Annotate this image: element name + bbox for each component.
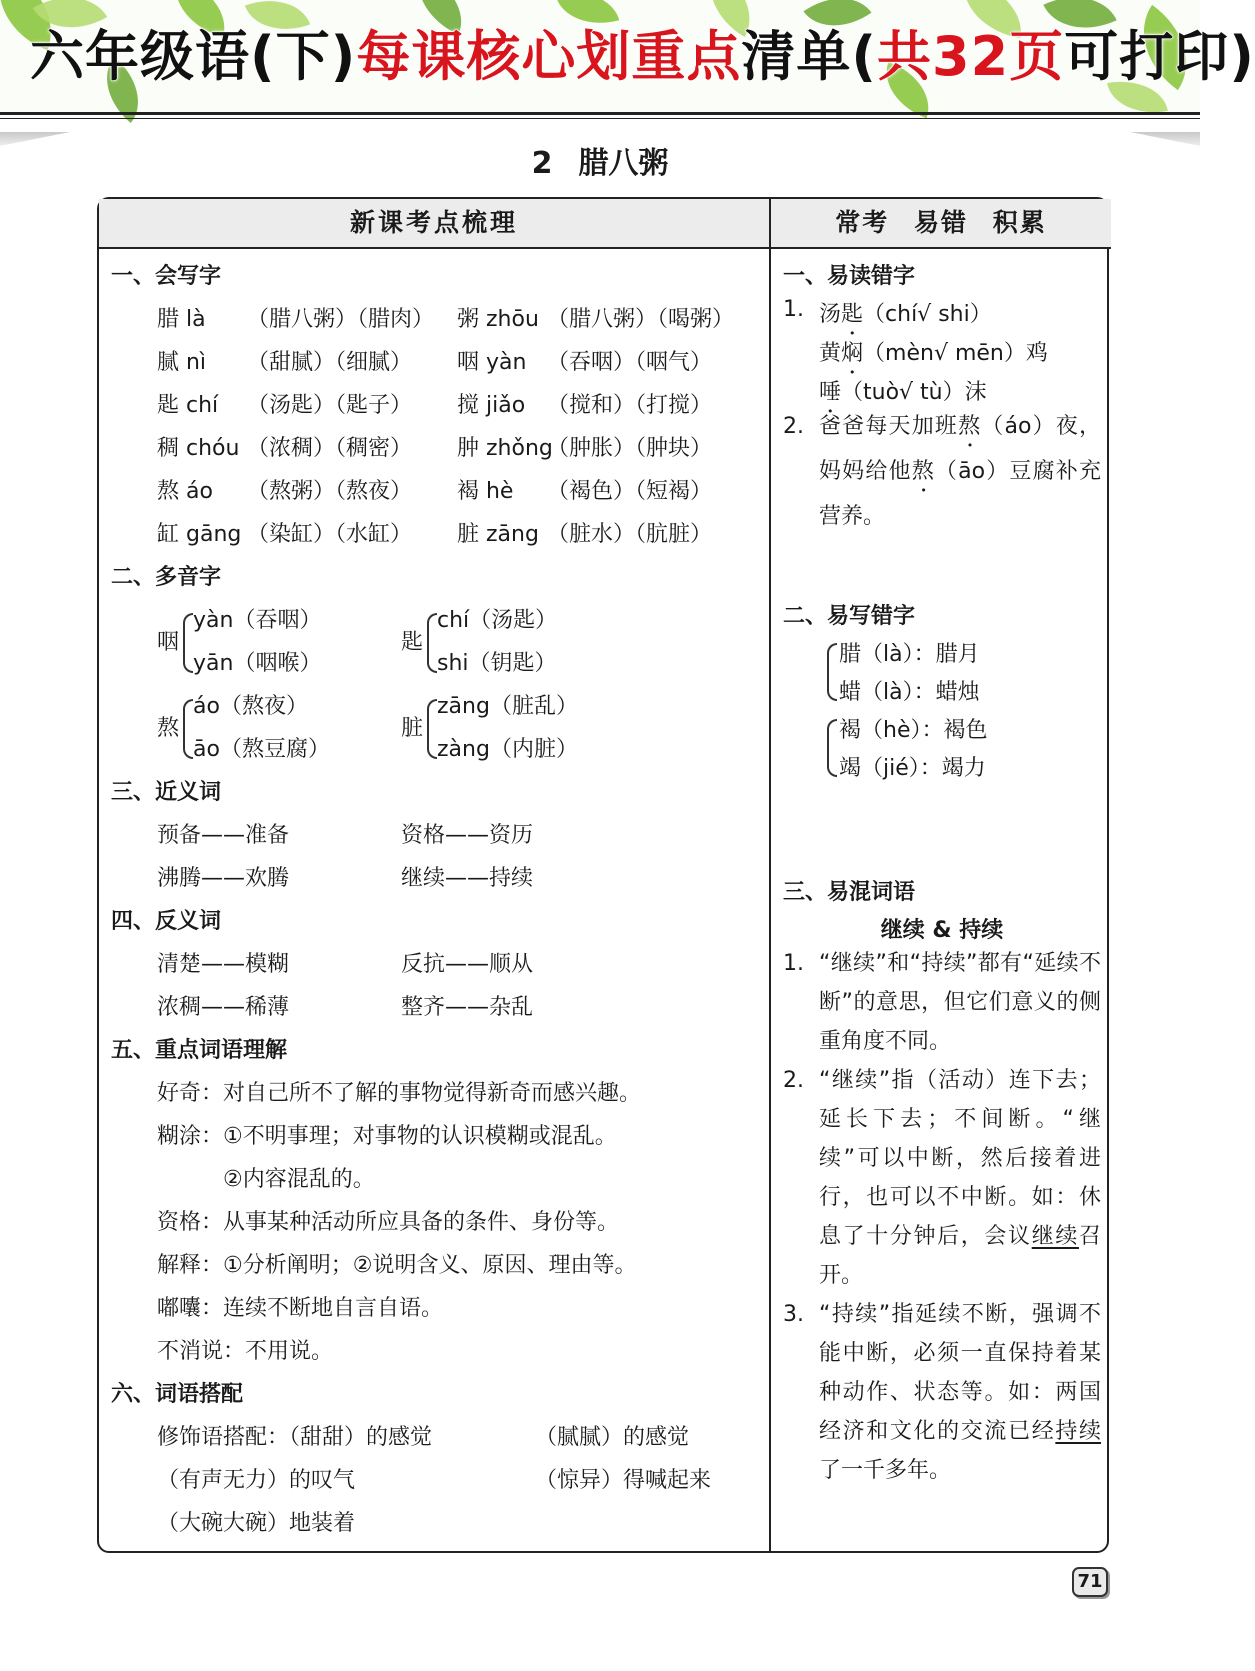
section-title: 三、近义词 xyxy=(111,780,222,805)
brace-icon xyxy=(183,613,193,673)
banner-title-part: 共32页 xyxy=(877,25,1065,88)
confusable-subtitle: 继续 & 持续 xyxy=(880,918,1004,943)
brace-icon xyxy=(183,699,193,759)
dotted-char: 熬 xyxy=(958,414,982,439)
word-part: 汤 xyxy=(819,302,842,327)
char-words: （腊八粥）（腊肉） xyxy=(247,307,435,332)
text-part: （āo）豆腐补充营养。 xyxy=(819,459,1101,529)
content-table xyxy=(97,197,1109,1553)
polyphone-reading: shi（钥匙） xyxy=(437,651,557,676)
item-number: 2. xyxy=(783,1068,804,1093)
section-title: 一、易读错字 xyxy=(783,264,916,289)
char-pinyin: 匙 chí xyxy=(157,393,219,418)
section-title: 二、易写错字 xyxy=(783,604,916,629)
char-pinyin: 腻 nì xyxy=(157,350,207,375)
dotted-char: 熬 xyxy=(911,459,935,484)
antonym-pair: 整齐——杂乱 xyxy=(401,995,534,1020)
right-column-header: 常考 易错 积累 xyxy=(771,199,1111,249)
polyphone-reading: zàng（内脏） xyxy=(437,737,578,762)
char-words: （腊八粥）（喝粥） xyxy=(547,307,735,332)
miswrite-char: 腊（là）：腊月 xyxy=(839,642,980,667)
text-part: （áo）夜，妈妈给他 xyxy=(819,414,1101,484)
lesson-name: 腊八粥 xyxy=(578,146,669,181)
page-number: 71 xyxy=(1072,1567,1108,1597)
banner-title-part: 六年级语(下) xyxy=(30,25,357,88)
dotted-char: 匙 xyxy=(841,302,864,327)
section-title: 六、词语搭配 xyxy=(111,1382,244,1407)
text-part: “继续”指（活动）连下去；延长下去；不间断。“继续”可以中断，然后接着进行，也可以不中断。如：休息了十分钟后，会议 xyxy=(819,1068,1101,1249)
item-number: 2. xyxy=(783,414,804,439)
definition-line: 不消说：不用说。 xyxy=(157,1339,334,1364)
brace-icon xyxy=(827,719,837,777)
word-part: （chí√ shi） xyxy=(863,302,992,327)
banner-title-part: 清单( xyxy=(741,25,878,88)
synonym-pair: 资格——资历 xyxy=(401,823,534,848)
miswrite-char: 竭（jié）：竭力 xyxy=(839,756,986,781)
char-pinyin: 褐 hè xyxy=(457,479,514,504)
section-title: 二、多音字 xyxy=(111,565,222,590)
definition-line: 好奇：对自己所不了解的事物觉得新奇而感兴趣。 xyxy=(157,1081,642,1106)
word-part: （mèn√ mēn）鸡 xyxy=(863,341,1048,366)
polyphone-char: 脏 xyxy=(401,716,424,741)
char-words: （熬粥）（熬夜） xyxy=(247,479,413,504)
char-words: （褐色）（短褐） xyxy=(547,479,713,504)
char-pinyin: 稠 chóu xyxy=(157,436,240,461)
char-pinyin: 肿 zhǒng xyxy=(457,436,553,461)
banner-title xyxy=(30,14,1255,104)
misread-line xyxy=(819,336,1048,379)
text-part: “持续”指延续不断，强调不能中断，必须一直保持着某种动作、状态等。如：两国经济和文化的交流已经 xyxy=(819,1302,1101,1444)
lesson-title xyxy=(0,138,1200,182)
polyphone-char: 匙 xyxy=(401,630,424,655)
definition-line: 嘟囔：连续不断地自言自语。 xyxy=(157,1296,444,1321)
banner-rule xyxy=(0,118,1200,119)
polyphone-reading: yàn（吞咽） xyxy=(193,608,322,633)
polyphone-reading: zāng（脏乱） xyxy=(437,694,578,719)
brace-icon xyxy=(827,643,837,701)
text-part: 召开。 xyxy=(819,1224,1101,1288)
antonym-pair: 浓稠——稀薄 xyxy=(157,995,290,1020)
misread-sentence xyxy=(819,407,1101,536)
char-words: （染缸）（水缸） xyxy=(247,522,413,547)
lesson-number: 2 xyxy=(531,146,553,181)
underlined-word: 持续 xyxy=(1055,1419,1101,1444)
dotted-char: 唾 xyxy=(819,380,842,405)
underlined-word: 继续 xyxy=(1031,1224,1079,1249)
section-title: 四、反义词 xyxy=(111,909,222,934)
brace-icon xyxy=(427,613,437,673)
polyphone-char: 咽 xyxy=(157,630,180,655)
word-part: 黄 xyxy=(819,341,842,366)
confusable-explanation: “继续”和“持续”都有“延续不断”的意思，但它们意义的侧重角度不同。 xyxy=(819,951,1101,1054)
definition-line: 糊涂：①不明事理；对事物的认识模糊或混乱。 xyxy=(157,1124,617,1149)
char-pinyin: 熬 áo xyxy=(157,479,213,504)
synonym-pair: 沸腾——欢腾 xyxy=(157,866,290,891)
char-words: （肿胀）（肿块） xyxy=(547,436,713,461)
section-title: 五、重点词语理解 xyxy=(111,1038,288,1063)
header-banner xyxy=(0,0,1255,118)
text-part: 了一千多年。 xyxy=(819,1458,952,1483)
char-words: （吞咽）（咽气） xyxy=(547,350,713,375)
collocation-item: （惊异）得喊起来 xyxy=(535,1468,712,1493)
definition-line: ②内容混乱的。 xyxy=(223,1167,375,1192)
char-pinyin: 搅 jiǎo xyxy=(457,393,526,418)
section-title: 三、易混词语 xyxy=(783,880,916,905)
banner-title-part: 可打印) xyxy=(1064,25,1255,88)
collocation-item: （腻腻）的感觉 xyxy=(535,1425,690,1450)
char-words: （浓稠）（稠密） xyxy=(247,436,413,461)
miswrite-char: 褐（hè）：褐色 xyxy=(839,718,988,743)
miswrite-char: 蜡（là）：蜡烛 xyxy=(839,680,980,705)
banner-title-part: 每课核心划重点 xyxy=(356,25,742,88)
dotted-char: 焖 xyxy=(841,341,864,366)
antonym-pair: 反抗——顺从 xyxy=(401,952,534,977)
left-column-header: 新课考点梳理 xyxy=(99,199,769,249)
confusable-explanation xyxy=(819,1061,1101,1295)
char-pinyin: 咽 yàn xyxy=(457,350,527,375)
text-part: 爸爸每天加班 xyxy=(819,414,959,439)
collocation-item: （有声无力）的叹气 xyxy=(157,1468,356,1493)
item-number: 1. xyxy=(783,951,804,976)
column-divider xyxy=(769,199,771,1551)
collocation-item: （大碗大碗）地装着 xyxy=(157,1511,356,1536)
polyphone-reading: áo（熬夜） xyxy=(193,694,308,719)
misread-line xyxy=(819,297,992,340)
section-title: 一、会写字 xyxy=(111,264,222,289)
char-pinyin: 缸 gāng xyxy=(157,522,242,547)
char-words: （甜腻）（细腻） xyxy=(247,350,413,375)
polyphone-reading: chí（汤匙） xyxy=(437,608,558,633)
char-words: （搅和）（打搅） xyxy=(547,393,713,418)
synonym-pair: 继续——持续 xyxy=(401,866,534,891)
polyphone-reading: āo（熬豆腐） xyxy=(193,737,330,762)
item-number: 3. xyxy=(783,1302,804,1327)
synonym-pair: 预备——准备 xyxy=(157,823,290,848)
definition-line: 解释：①分析阐明；②说明含义、原因、理由等。 xyxy=(157,1253,637,1278)
collocation-item: 修饰语搭配：（甜甜）的感觉 xyxy=(157,1425,433,1450)
char-pinyin: 脏 zāng xyxy=(457,522,539,547)
word-part: （tuò√ tù）沫 xyxy=(841,380,987,405)
polyphone-char: 熬 xyxy=(157,716,180,741)
definition-line: 资格：从事某种活动所应具备的条件、身份等。 xyxy=(157,1210,620,1235)
char-pinyin: 腊 là xyxy=(157,307,206,332)
antonym-pair: 清楚——模糊 xyxy=(157,952,290,977)
char-words: （汤匙）（匙子） xyxy=(247,393,413,418)
banner-rule xyxy=(0,112,1200,115)
item-number: 1. xyxy=(783,297,804,322)
char-words: （脏水）（肮脏） xyxy=(547,522,713,547)
char-pinyin: 粥 zhōu xyxy=(457,307,539,332)
polyphone-reading: yān（咽喉） xyxy=(193,651,322,676)
confusable-explanation xyxy=(819,1295,1101,1490)
brace-icon xyxy=(427,699,437,759)
